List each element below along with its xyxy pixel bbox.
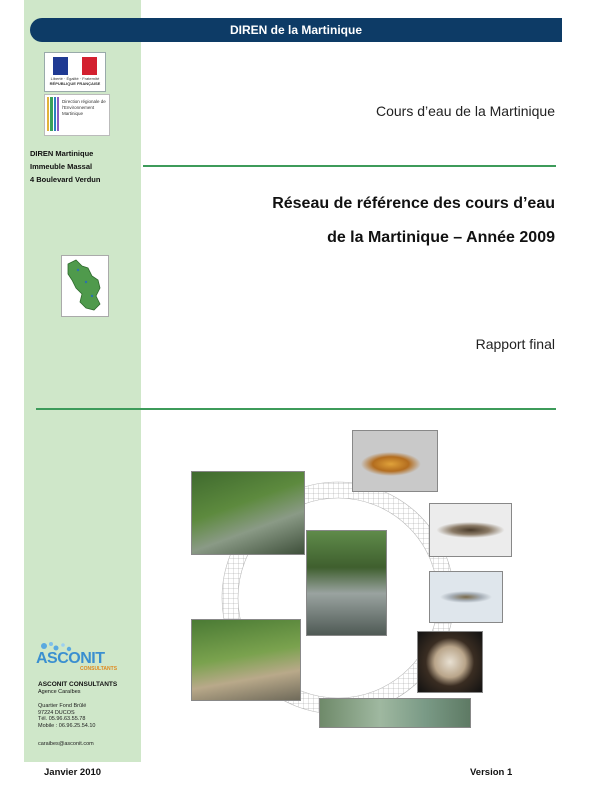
asconit-logo-text: ASCONIT: [36, 650, 105, 667]
diren-address: [30, 147, 135, 186]
address-line: Tél. 05.96.63.55.78: [38, 716, 86, 722]
document-subtitle: Cours d’eau de la Martinique: [376, 103, 555, 119]
photo-river-water: [319, 698, 471, 728]
divider-line: [143, 165, 556, 167]
address-line: Quartier Fond Brûlé: [38, 703, 87, 709]
asconit-logo-subtext: CONSULTANTS: [80, 666, 118, 672]
report-type: Rapport final: [475, 336, 555, 352]
photo-riverbank: [191, 619, 301, 701]
header-band: [30, 18, 562, 42]
footer-date: Janvier 2010: [44, 767, 102, 778]
logo-motto: Liberté · Égalité · Fraternité: [50, 76, 100, 81]
photo-insect-larva: [429, 571, 503, 623]
footer-version: Version 1: [470, 767, 513, 778]
document-title-line1: Réseau de référence des cours d’eau: [272, 195, 555, 212]
map-island-icon: [62, 256, 108, 316]
martinique-map: [61, 255, 109, 317]
contractor-name: ASCONIT CONSULTANTS: [38, 681, 118, 688]
contractor-address: [38, 703, 138, 729]
address-line: Immeuble Massal: [30, 162, 93, 171]
address-line: DIREN Martinique: [30, 149, 94, 158]
photo-waterfall-stream: [306, 530, 387, 636]
contractor-email: caraibes@asconit.com: [38, 741, 94, 747]
photo-fish: [352, 430, 438, 492]
address-line: 97224 DUCOS: [38, 709, 75, 716]
logo-republique-name: RÉPUBLIQUE FRANÇAISE: [49, 81, 101, 86]
diren-logo-text: Direction régionale de l'Environnement Martinique: [62, 99, 106, 116]
address-line: 4 Boulevard Verdun: [30, 175, 101, 184]
divider-line: [36, 408, 556, 410]
header-title: DIREN de la Martinique: [229, 23, 363, 37]
photo-shrimp: [429, 503, 512, 557]
french-flag-icon: [53, 57, 97, 75]
address-line: Mobile : 06.96.25.54.10: [38, 722, 96, 729]
photo-specimens-dish: [417, 631, 483, 693]
document-title-line2: de la Martinique – Année 2009: [327, 229, 555, 246]
republique-francaise-logo: [44, 52, 106, 92]
diren-color-bars-icon: [47, 97, 59, 131]
asconit-logo: [36, 640, 120, 674]
contractor-agency: Agence Caraïbes: [38, 689, 81, 695]
diren-logo: [44, 94, 110, 136]
photo-river-forest: [191, 471, 305, 555]
